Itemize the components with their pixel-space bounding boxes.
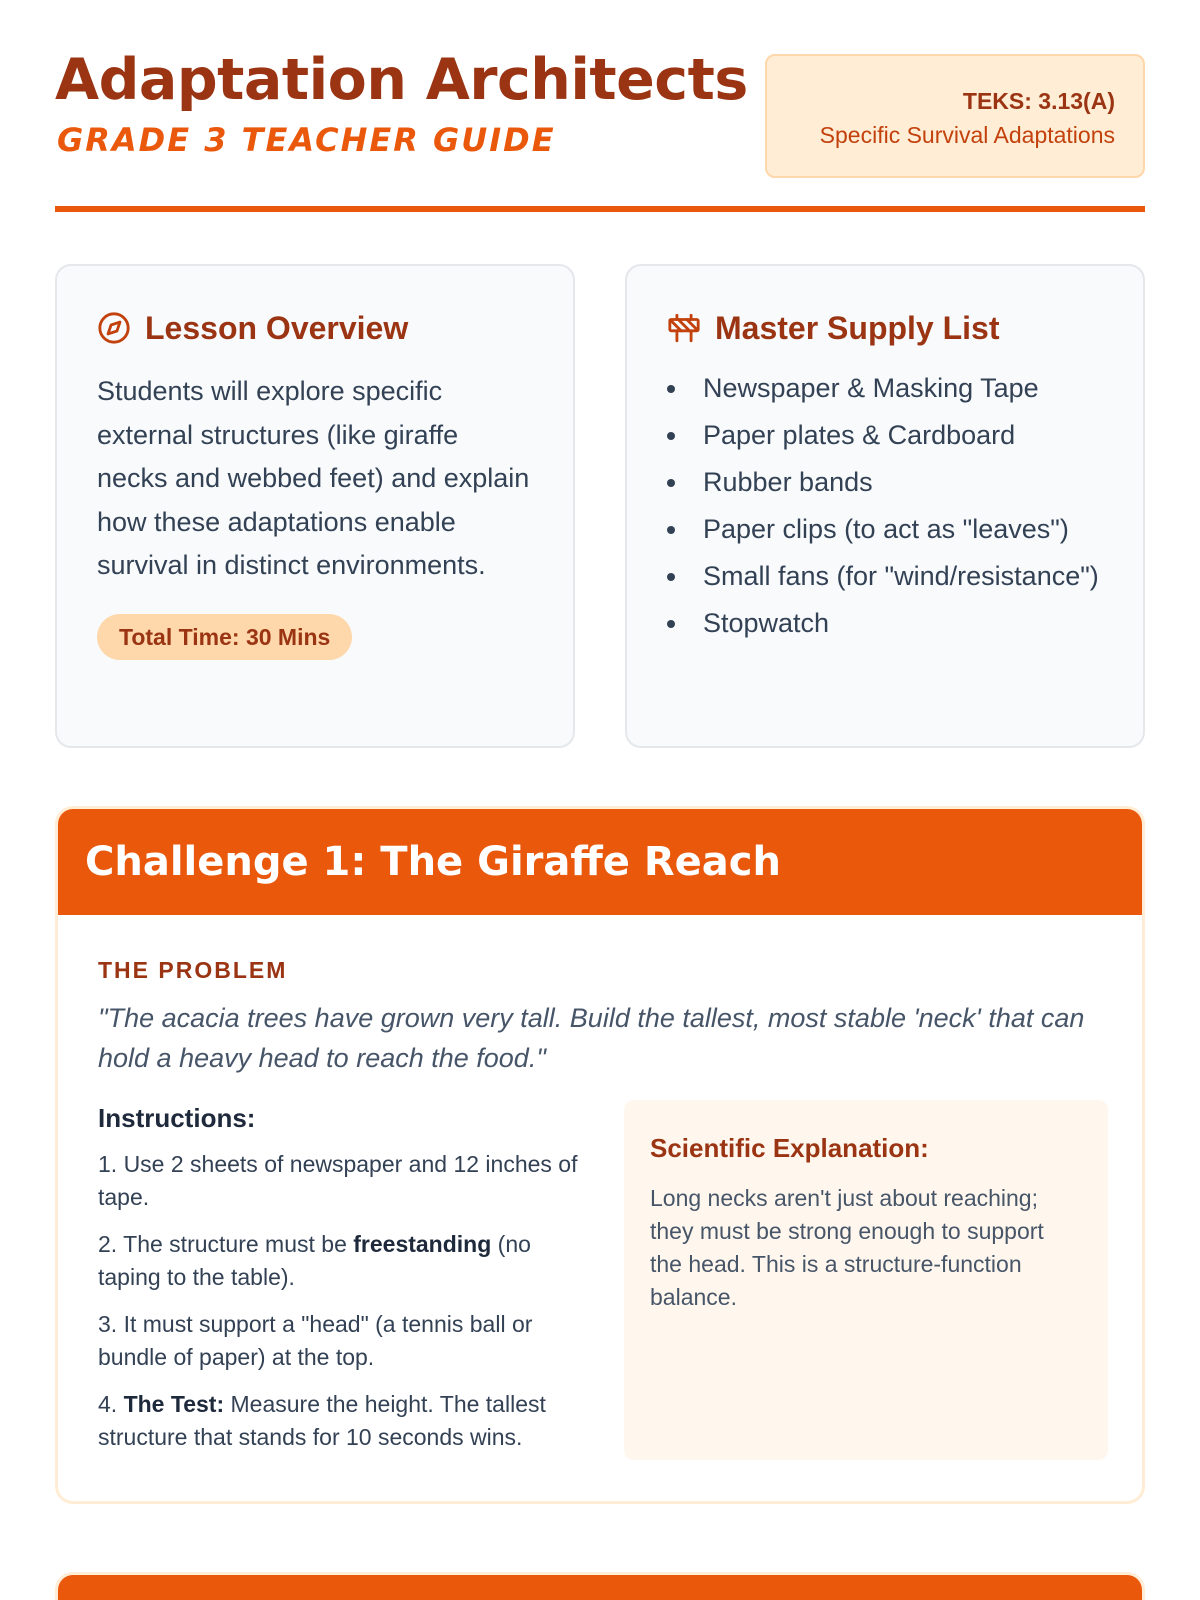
problem-label: THE PROBLEM [98, 957, 288, 983]
lesson-overview-text: Students will explore specific external structures (like giraffe necks and webbed feet) and explain how these adaptations enable survival in distinct environments. [97, 376, 530, 580]
compass-icon [97, 311, 131, 345]
instruction-item: 2. The structure must be freestanding (no taping to the table). [98, 1231, 531, 1290]
supply-list [667, 368, 1103, 643]
challenge-1-title: Challenge 1: The Giraffe Reach [85, 839, 781, 885]
instructions-list [98, 1148, 588, 1454]
challenge-2-header [58, 1575, 1142, 1600]
instruction-item: 4. The Test: Measure the height. The tallest structure that stands for 10 seconds wins. [98, 1391, 546, 1450]
supply-item: Newspaper & Masking Tape [667, 368, 1103, 408]
lesson-overview-title: Lesson Overview [145, 309, 409, 346]
page-header [55, 0, 1145, 212]
teks-label: Specific Survival Adaptations [819, 122, 1115, 148]
supply-item: Stopwatch [667, 603, 1103, 643]
teks-badge [765, 54, 1145, 178]
supply-item: Rubber bands [667, 462, 1103, 502]
supply-list-title: Master Supply List [715, 309, 1000, 346]
page-title: Adaptation Architects [55, 47, 748, 113]
supply-item: Paper plates & Cardboard [667, 415, 1103, 455]
lesson-overview-card [55, 264, 575, 748]
summary-cards [55, 264, 1145, 748]
total-time-badge: Total Time: 30 Mins [97, 614, 352, 660]
problem-quote: "The acacia trees have grown very tall. Build the tallest, most stable 'neck' that can hold a heavy head to reach the food." [98, 1003, 1085, 1073]
teks-code: TEKS: 3.13(A) [962, 88, 1115, 114]
instruction-item: 1. Use 2 sheets of newspaper and 12 inches of tape. [98, 1151, 578, 1210]
scientific-explanation-box [624, 1100, 1108, 1460]
supply-item: Small fans (for "wind/resistance") [667, 556, 1103, 596]
page-subtitle: GRADE 3 TEACHER GUIDE [57, 121, 556, 159]
scientific-explanation-text: Long necks aren't just about reaching; they must be strong enough to support the head. This is a structure-function balance. [650, 1185, 1044, 1310]
instructions-title: Instructions: [98, 1103, 256, 1133]
challenge-2-card [55, 1572, 1145, 1600]
supply-list-card [625, 264, 1145, 748]
supply-item: Paper clips (to act as "leaves") [667, 509, 1103, 549]
scientific-explanation-title: Scientific Explanation: [650, 1133, 929, 1163]
instruction-item: 3. It must support a "head" (a tennis ball or bundle of paper) at the top. [98, 1311, 533, 1370]
challenge-1-header [58, 809, 1142, 915]
challenge-1-card [55, 806, 1145, 1504]
barrier-icon [667, 311, 701, 345]
instructions-section [98, 1100, 588, 1468]
